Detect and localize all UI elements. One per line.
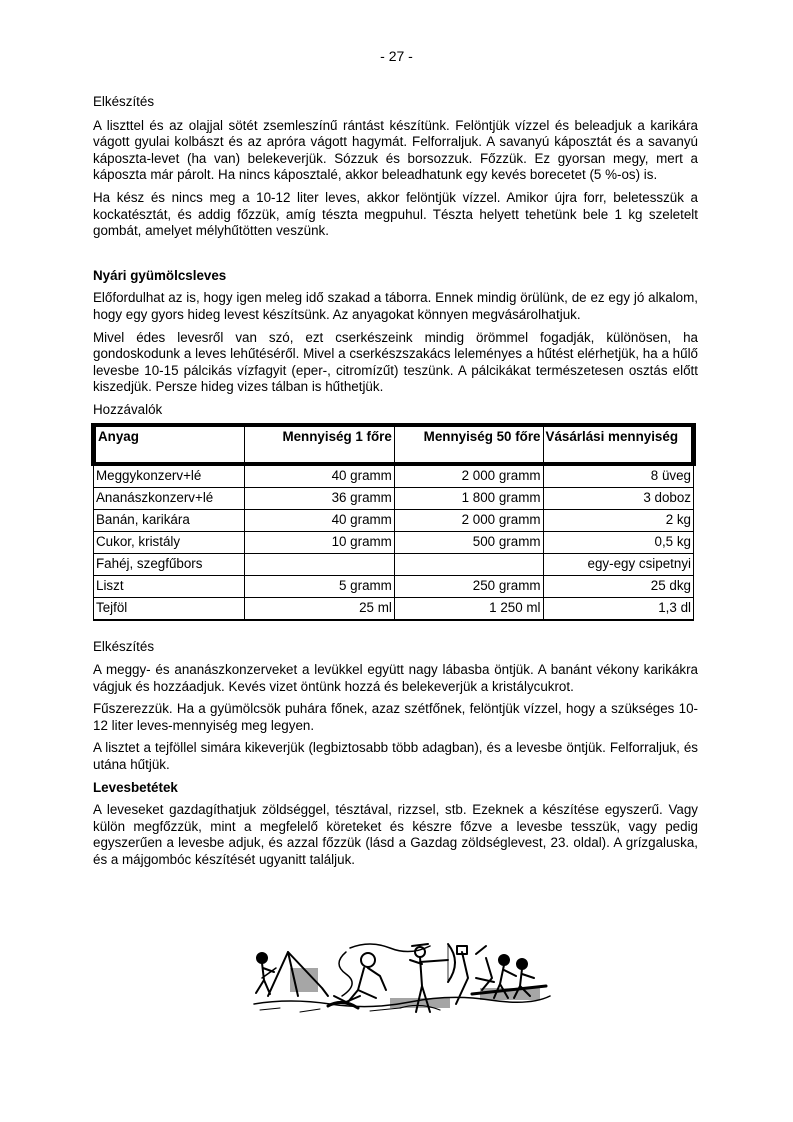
- cell-ingredient: Tejföl: [94, 597, 245, 620]
- table-row: [94, 487, 694, 509]
- paragraph: A liszttel és az olajjal sötét zsemleszínű rántást készítünk. Felöntjük vízzel és beleadjuk a karikára vágott gyulai kolbászt és az apróra vágott hagymát. Felforraljuk. A savanyú káposztát és a savanyú káposzta-levet (ha van) belekeverjük. Sózzuk és borsozzuk. Főzzük. Ez gyorsan megy, mert a káposzta már párolt. Ha nincs káposztalé, akkor beleadhatunk egy kevés borecetet (5 %-os) is.: [93, 117, 698, 183]
- cell-ingredient: Ananászkonzerv+lé: [94, 487, 245, 509]
- section-label-preparation: Elkészítés: [93, 638, 155, 654]
- cell-purchase-qty: egy-egy csipetnyi: [543, 553, 693, 575]
- cell-ingredient: Fahéj, szegfűbors: [94, 553, 245, 575]
- cell-qty-50-people: 500 gramm: [394, 531, 543, 553]
- table-body: [94, 464, 694, 620]
- cell-qty-per-person: [244, 553, 394, 575]
- page-content: [93, 94, 698, 875]
- paragraph: A leveseket gazdagíthatjuk zöldséggel, tésztával, rizzsel, stb. Ezeknek a készítése egyszerű. Vagy külön megfőzzük, mint a megfelelő köreteket és készre főzve a levesbe tesszük, vagy pedig egyszerűen a levesbe adjuk, és azzal főzzük (lásd a Gazdag zöldséglevest, 23. oldal). A grízgaluska, és a májgombóc készítését ugyanitt találjuk.: [93, 802, 698, 868]
- spacer: [93, 246, 698, 268]
- paragraph: A lisztet a tejföllel simára kikeverjük (legbiztosabb több adagban), és a levesbe öntjük. Felforraljuk, és utána hűtjük.: [93, 740, 698, 773]
- cell-qty-per-person: 40 gramm: [244, 464, 394, 488]
- header-qty-per-person: Mennyiség 1 főre: [244, 425, 394, 464]
- header-purchase-qty: Vásárlási mennyiség: [543, 425, 693, 464]
- paragraph: Előfordulhat az is, hogy igen meleg idő szakad a táborra. Ennek mindig örülünk, de ez egy jó alkalom, hogy egy gyors hideg levest készítsünk. Az anyagokat könnyen megvásárolhatjuk.: [93, 290, 698, 322]
- cell-qty-50-people: 1 250 ml: [394, 597, 543, 620]
- paragraph: Ha kész és nincs meg a 10-12 liter leves, akkor felöntjük vízzel. Amikor újra forr, beletesszük a kockatésztát, és addig főzzük, amíg tészta megpuhul. Tészta helyett tehetünk bele 1 kg szeletelt gombát, amelyet mélyhűtötten veszünk.: [93, 189, 698, 239]
- cell-qty-per-person: 5 gramm: [244, 575, 394, 597]
- cell-qty-50-people: [394, 553, 543, 575]
- section-title-levesbetetek: Levesbetétek: [93, 779, 178, 795]
- cell-qty-50-people: 1 800 gramm: [394, 487, 543, 509]
- cell-qty-per-person: 10 gramm: [244, 531, 394, 553]
- ingredients-label: Hozzávalók: [93, 401, 163, 417]
- ingredients-table: [91, 423, 696, 621]
- header-ingredient: Anyag: [94, 425, 245, 464]
- paragraph: A meggy- és ananászkonzerveket a levükkel együtt nagy lábasba öntjük. A banánt vékony karikákra vágjuk és hozzáadjuk. Kevés vizet öntünk hozzá és belekeverjük a kristálycukrot.: [93, 662, 698, 694]
- cell-ingredient: Meggykonzerv+lé: [94, 464, 245, 488]
- table-row: [94, 509, 694, 531]
- cell-qty-50-people: 2 000 gramm: [394, 464, 543, 488]
- cell-qty-50-people: 250 gramm: [394, 575, 543, 597]
- section-label-preparation: Elkészítés: [93, 94, 155, 109]
- cell-purchase-qty: 25 dkg: [543, 575, 693, 597]
- table-row: [94, 575, 694, 597]
- cell-ingredient: Cukor, kristály: [94, 531, 245, 553]
- cell-ingredient: Liszt: [94, 575, 245, 597]
- paragraph: Mivel édes levesről van szó, ezt cserkészeink mindig örömmel fogadják, különösen, ha gondoskodunk a leves lehűtéséről. Mivel a cserkészszakács leleményes a hűtést elérhetjük, ha a hűlő levesbe 10-15 pálcikás vízfagyit (eper-, citromízűt) teszünk. A pálcikákat természetesen osztás előtt kiszedjük. Persze hideg vizes tálban is hűthetjük.: [93, 329, 698, 395]
- cell-purchase-qty: 0,5 kg: [543, 531, 693, 553]
- cell-ingredient: Banán, karikára: [94, 509, 245, 531]
- paragraph: Fűszerezzük. Ha a gyümölcsök puhára főnek, azaz szétfőnek, felöntjük vízzel, hogy a szükséges 10-12 liter leves-mennyiség meg legyen.: [93, 701, 698, 733]
- table-row: [94, 464, 694, 488]
- cell-purchase-qty: 1,3 dl: [543, 597, 693, 620]
- cell-purchase-qty: 8 üveg: [543, 464, 693, 488]
- cell-qty-per-person: 25 ml: [244, 597, 394, 620]
- page-number: - 27 -: [380, 48, 413, 64]
- table-row: [94, 553, 694, 575]
- recipe-title: Nyári gyümölcsleves: [93, 267, 227, 283]
- header-qty-50-people: Mennyiség 50 főre: [394, 425, 543, 464]
- table-row: [94, 597, 694, 620]
- cell-qty-50-people: 2 000 gramm: [394, 509, 543, 531]
- cell-purchase-qty: 2 kg: [543, 509, 693, 531]
- cell-purchase-qty: 3 doboz: [543, 487, 693, 509]
- scout-camp-illustration-icon: [250, 938, 555, 1018]
- table-header-row: [94, 425, 694, 464]
- cell-qty-per-person: 40 gramm: [244, 509, 394, 531]
- cell-qty-per-person: 36 gramm: [244, 487, 394, 509]
- table-row: [94, 531, 694, 553]
